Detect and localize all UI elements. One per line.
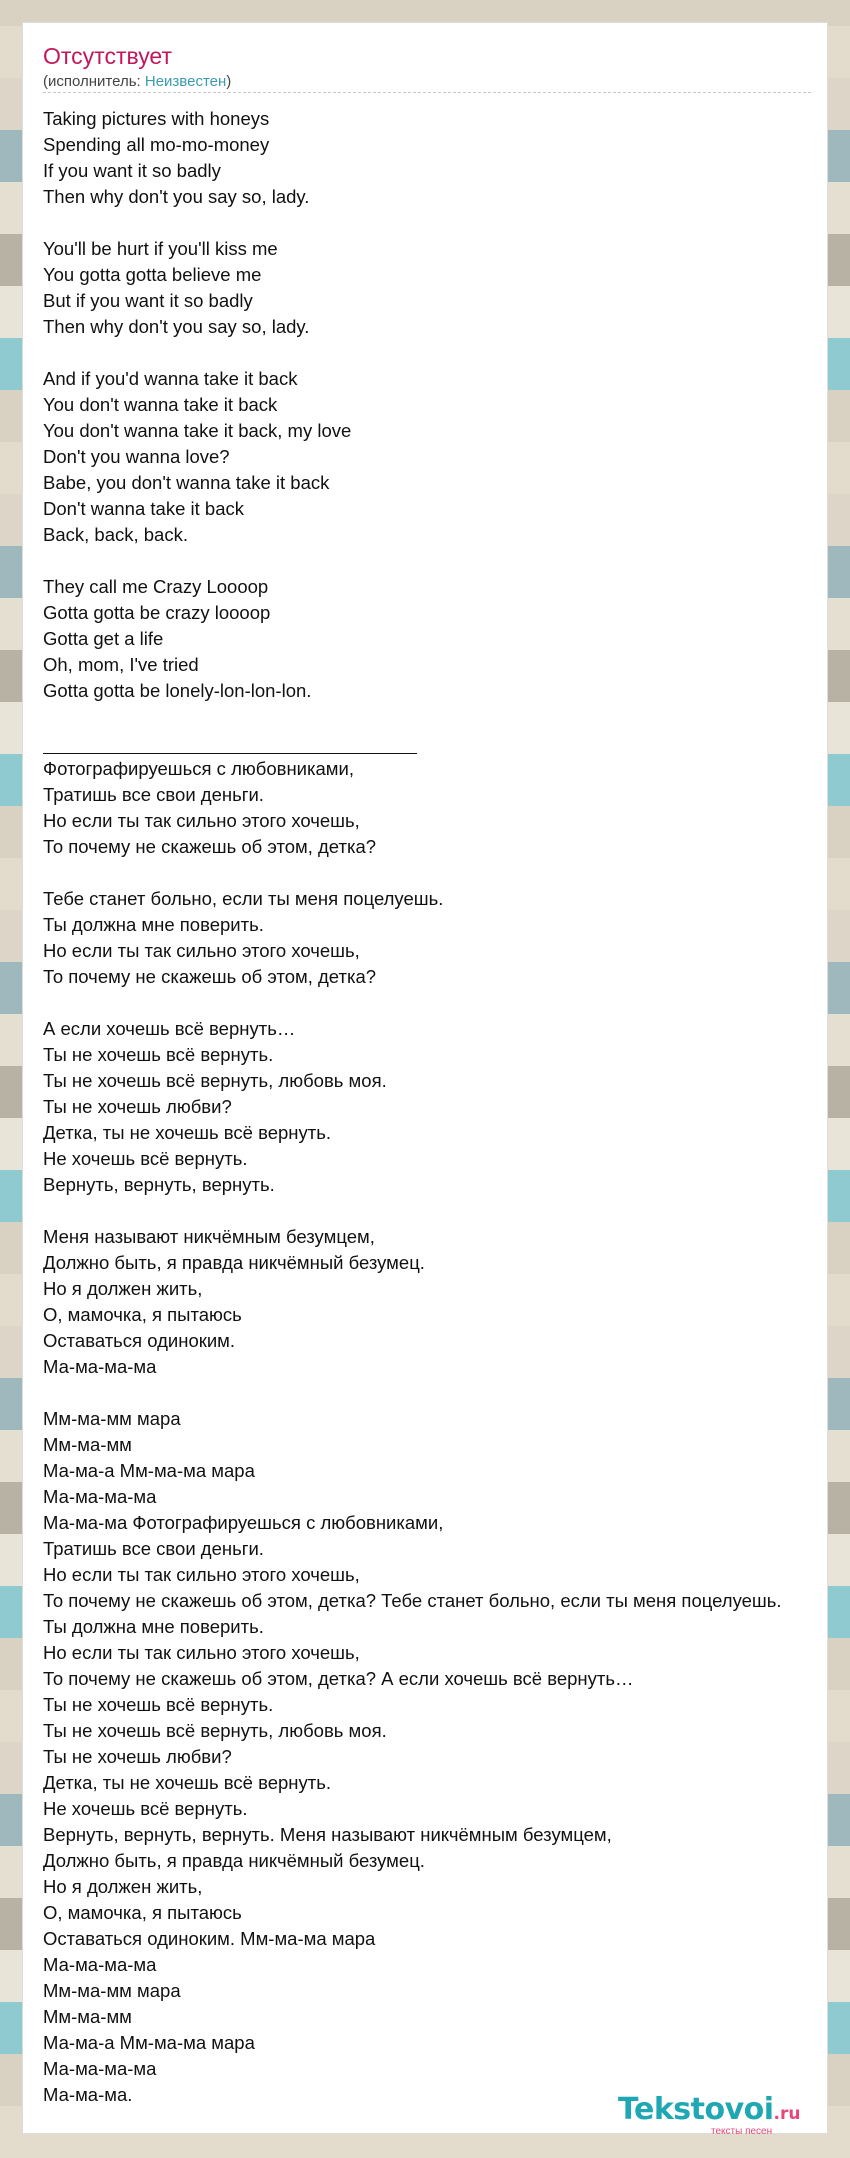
lyric-line: Ма-ма-ма Фотографируешься с любовниками, bbox=[43, 1512, 444, 1533]
lyric-line: Ма-ма-а Мм-ма-ма мара bbox=[43, 1460, 255, 1481]
lyric-line: Ма-ма-ма-ма bbox=[43, 1486, 157, 1507]
lyric-line: Меня называют никчёмным безумцем, bbox=[43, 1226, 375, 1247]
lyric-line: Ты не хочешь всё вернуть, любовь моя. bbox=[43, 1070, 387, 1091]
lyric-line: Ма-ма-а Мм-ма-ма мара bbox=[43, 2032, 255, 2053]
lyric-line: Но если ты так сильно этого хочешь, bbox=[43, 940, 360, 961]
lyric-line: Оставаться одиноким. bbox=[43, 1330, 236, 1351]
lyrics-body bbox=[43, 106, 823, 2108]
lyric-line: You gotta gotta believe me bbox=[43, 264, 262, 285]
site-logo[interactable] bbox=[618, 2092, 828, 2137]
lyric-line: Gotta gotta be lonely-lon-lon-lon. bbox=[43, 680, 312, 701]
lyric-line: Вернуть, вернуть, вернуть. Меня называют никчёмным безумцем, bbox=[43, 1824, 612, 1845]
lyric-line: Тратишь все свои деньги. bbox=[43, 784, 264, 805]
lyric-blank-line bbox=[43, 210, 823, 236]
lyric-line: О, мамочка, я пытаюсь bbox=[43, 1304, 242, 1325]
lyric-line: Ма-ма-ма. bbox=[43, 2084, 133, 2105]
lyric-line: Детка, ты не хочешь всё вернуть. bbox=[43, 1772, 331, 1793]
lyric-line: Но если ты так сильно этого хочешь, bbox=[43, 1642, 360, 1663]
lyric-line: Должно быть, я правда никчёмный безумец. bbox=[43, 1850, 425, 1871]
lyric-line: То почему не скажешь об этом, детка? А если хочешь всё вернуть… bbox=[43, 1668, 634, 1689]
lyric-line: Ма-ма-ма-ма bbox=[43, 1954, 157, 1975]
lyric-line: You don't wanna take it back bbox=[43, 394, 278, 415]
lyric-blank-line bbox=[43, 1198, 823, 1224]
logo-name: Tekstovoi bbox=[618, 2092, 774, 2127]
lyric-line: Тебе станет больно, если ты меня поцелуешь. bbox=[43, 888, 444, 909]
lyric-line: Ма-ма-ма-ма bbox=[43, 2058, 157, 2079]
lyric-line: Babe, you don't wanna take it back bbox=[43, 472, 330, 493]
lyric-blank-line bbox=[43, 548, 823, 574]
lyric-line: Ты не хочешь всё вернуть. bbox=[43, 1044, 274, 1065]
artist-line bbox=[43, 73, 811, 93]
lyric-line: And if you'd wanna take it back bbox=[43, 368, 298, 389]
lyric-line: Тратишь все свои деньги. bbox=[43, 1538, 264, 1559]
artist-prefix: (исполнитель: bbox=[43, 73, 145, 90]
artist-link[interactable]: Неизвестен bbox=[144, 73, 227, 90]
lyric-line: Фотографируешься с любовниками, bbox=[43, 758, 354, 779]
lyric-line: То почему не скажешь об этом, детка? bbox=[43, 836, 377, 857]
lyric-line: Ма-ма-ма-ма bbox=[43, 1356, 157, 1377]
lyric-line: Мм-ма-мм мара bbox=[43, 1980, 181, 2001]
logo-wordmark bbox=[618, 2092, 801, 2127]
lyric-line: То почему не скажешь об этом, детка? Тебе станет больно, если ты меня поцелуешь. bbox=[43, 1590, 782, 1611]
lyric-line: Then why don't you say so, lady. bbox=[43, 186, 310, 207]
lyric-blank-line bbox=[43, 340, 823, 366]
lyric-line: Don't wanna take it back bbox=[43, 498, 244, 519]
song-title: Отсутствует bbox=[43, 43, 172, 69]
lyric-line: Не хочешь всё вернуть. bbox=[43, 1148, 248, 1169]
lyric-line: Мм-ма-мм bbox=[43, 1434, 132, 1455]
lyric-line: Spending all mo-mo-money bbox=[43, 134, 270, 155]
lyric-line: Back, back, back. bbox=[43, 524, 188, 545]
artist-suffix: ) bbox=[226, 73, 232, 90]
lyric-line: Детка, ты не хочешь всё вернуть. bbox=[43, 1122, 331, 1143]
lyric-line: А если хочешь всё вернуть… bbox=[43, 1018, 296, 1039]
lyric-line: Gotta get a life bbox=[43, 628, 164, 649]
lyric-line: То почему не скажешь об этом, детка? bbox=[43, 966, 377, 987]
lyric-line: If you want it so badly bbox=[43, 160, 221, 181]
lyric-line: Don't you wanna love? bbox=[43, 446, 230, 467]
lyric-line: Ты не хочешь любви? bbox=[43, 1746, 232, 1767]
logo-domain: .ru bbox=[773, 2104, 801, 2124]
lyric-blank-line bbox=[43, 1380, 823, 1406]
lyric-line: You don't wanna take it back, my love bbox=[43, 420, 352, 441]
lyric-line: Ты должна мне поверить. bbox=[43, 914, 264, 935]
lyric-line: Но если ты так сильно этого хочешь, bbox=[43, 810, 360, 831]
logo-tagline: тексты песен bbox=[711, 2126, 773, 2137]
lyric-line: Ты должна мне поверить. bbox=[43, 1616, 264, 1637]
lyric-blank-line bbox=[43, 990, 823, 1016]
lyrics-card bbox=[22, 22, 828, 2134]
lyric-line: Не хочешь всё вернуть. bbox=[43, 1798, 248, 1819]
lyric-line: Ты не хочешь всё вернуть. bbox=[43, 1694, 274, 1715]
lyric-line: Но если ты так сильно этого хочешь, bbox=[43, 1564, 360, 1585]
lyric-line: Ты не хочешь всё вернуть, любовь моя. bbox=[43, 1720, 387, 1741]
lyric-line: Должно быть, я правда никчёмный безумец. bbox=[43, 1252, 425, 1273]
lyric-line: Gotta gotta be crazy loooop bbox=[43, 602, 271, 623]
lyric-line: Taking pictures with honeys bbox=[43, 108, 270, 129]
lyric-blank-line bbox=[43, 704, 823, 730]
lyric-line: Oh, mom, I've tried bbox=[43, 654, 199, 675]
lyrics-divider bbox=[43, 730, 823, 756]
lyric-line: Вернуть, вернуть, вернуть. bbox=[43, 1174, 275, 1195]
lyric-line: Then why don't you say so, lady. bbox=[43, 316, 310, 337]
lyric-blank-line bbox=[43, 860, 823, 886]
lyric-line: О, мамочка, я пытаюсь bbox=[43, 1902, 242, 1923]
lyric-line: But if you want it so badly bbox=[43, 290, 253, 311]
lyric-line: You'll be hurt if you'll kiss me bbox=[43, 238, 278, 259]
lyric-line: Мм-ма-мм bbox=[43, 2006, 132, 2027]
lyric-line: Ты не хочешь любви? bbox=[43, 1096, 232, 1117]
lyric-line: They call me Crazy Loooop bbox=[43, 576, 269, 597]
lyric-line: Но я должен жить, bbox=[43, 1876, 203, 1897]
lyric-line: Оставаться одиноким. Мм-ма-ма мара bbox=[43, 1928, 376, 1949]
lyrics-original bbox=[43, 106, 823, 730]
lyric-line: Но я должен жить, bbox=[43, 1278, 203, 1299]
lyric-line: Мм-ма-мм мара bbox=[43, 1408, 181, 1429]
lyrics-translation bbox=[43, 756, 823, 2108]
